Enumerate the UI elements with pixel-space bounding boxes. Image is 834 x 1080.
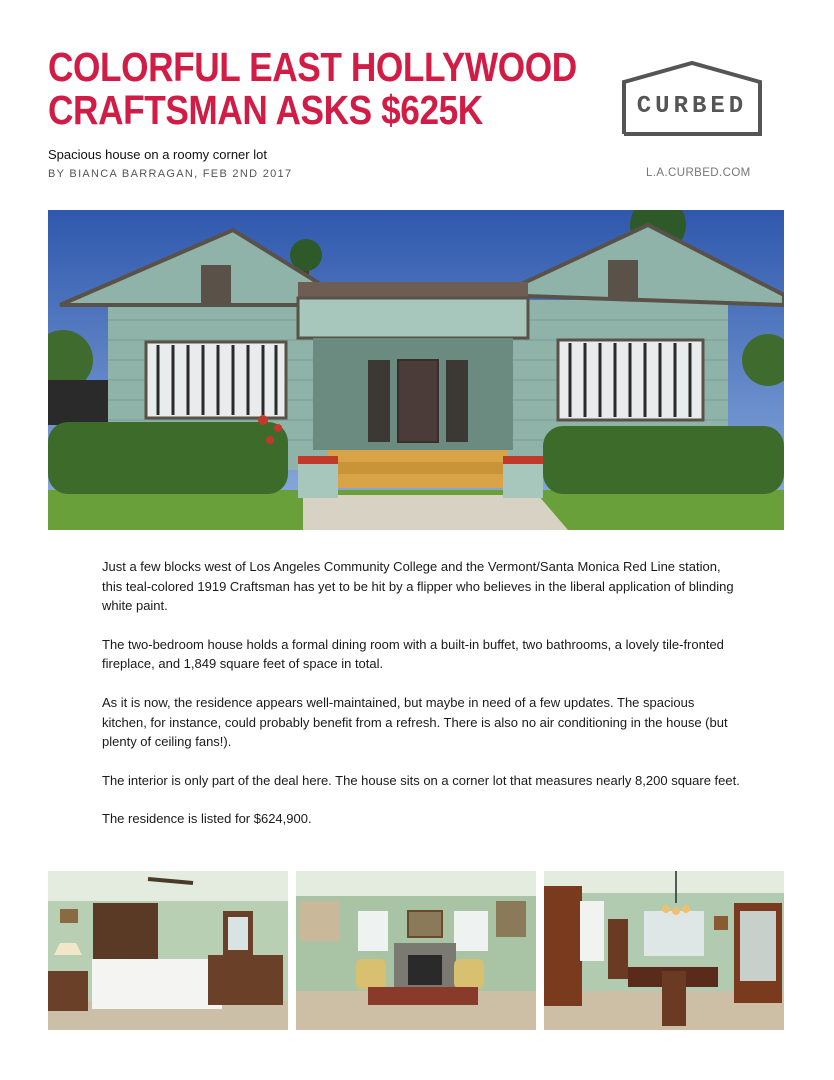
article-body: [102, 557, 742, 848]
byline: BY BIANCA BARRAGAN, FEB 2ND 2017: [48, 168, 293, 180]
curbed-logo-icon: [620, 60, 765, 136]
paragraph-5: The residence is listed for $624,900.: [102, 811, 312, 827]
hero-photo: [48, 210, 784, 530]
paragraph-4: The interior is only part of the deal here. The house sits on a corner lot that measures nearly 8,200 square feet.: [102, 772, 740, 788]
subheadline: Spacious house on a roomy corner lot: [48, 147, 267, 162]
living-room-photo: [296, 871, 536, 1030]
paragraph-1: Just a few blocks west of Los Angeles Community College and the Vermont/Santa Monica Red Line station, this teal-colored 1919 Craftsman has yet to be hit by a flipper who believes in the liberal application of blinding white paint.: [102, 559, 734, 614]
paragraph-3: As it is now, the residence appears well-maintained, but maybe in need of a few updates. The spacious kitchen, for instance, could probably benefit from a refresh. There is also no air conditioning in the house (but plenty of ceiling fans!).: [102, 694, 728, 750]
headline-line-2: CRAFTSMAN ASKS $625K: [48, 87, 483, 133]
paragraph-2: The two-bedroom house holds a formal dining room with a built-in buffet, two bathrooms, a lovely tile-fronted fireplace, and 1,849 square feet of space in total.: [102, 636, 724, 672]
headline-line-1: COLORFUL EAST HOLLYWOOD: [48, 44, 577, 90]
dining-room-photo: [544, 871, 784, 1030]
svg-text:CURBED: CURBED: [636, 93, 748, 120]
bedroom-photo: [48, 871, 288, 1030]
headline: [48, 46, 577, 132]
site-url[interactable]: L.A.CURBED.COM: [646, 167, 751, 179]
curbed-logo[interactable]: [620, 60, 765, 136]
